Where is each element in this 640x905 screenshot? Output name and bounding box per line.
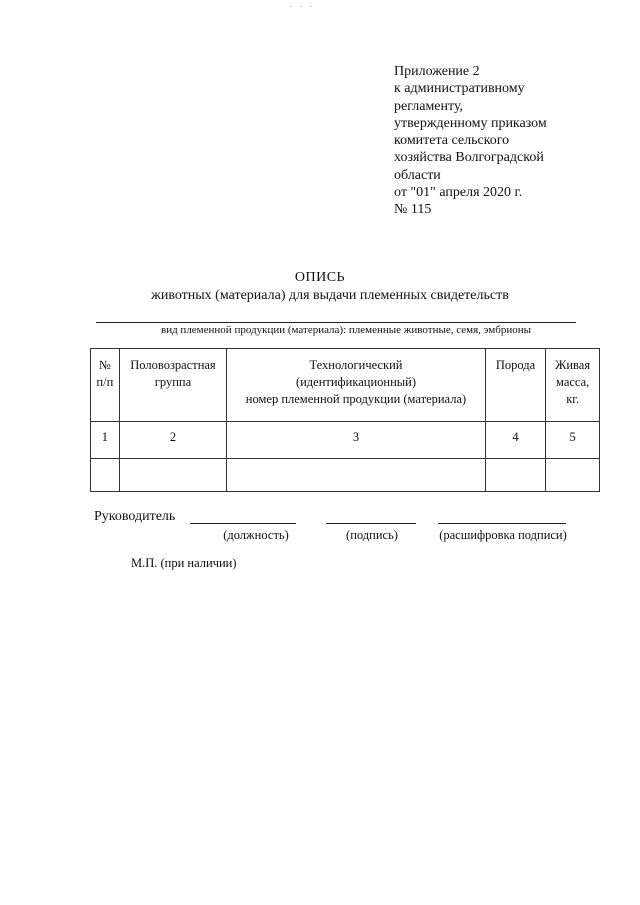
header-marks: . . . — [290, 0, 315, 9]
header-live-weight — [546, 349, 600, 422]
signature-line — [326, 523, 416, 524]
header-number — [91, 349, 120, 422]
table-cell: 4 — [485, 422, 546, 459]
table-cell — [91, 459, 120, 492]
table-cell — [119, 459, 227, 492]
position-caption: (должность) — [223, 528, 289, 542]
product-type-line — [96, 322, 576, 323]
header-text: группа — [154, 375, 192, 389]
document-subtitle: животных (материала) для выдачи племенных свидетельств — [151, 288, 509, 303]
position-line — [190, 523, 296, 524]
table-cell: 2 — [119, 422, 227, 459]
table-cell: 5 — [546, 422, 600, 459]
header-text: (идентификационный) — [295, 375, 417, 389]
header-text: кг. — [566, 392, 580, 406]
header-breed — [485, 349, 546, 422]
table-cell — [485, 459, 546, 492]
appendix-line: к административному — [394, 81, 525, 97]
signature-label: Руководитель — [94, 509, 176, 524]
table-row-numbering — [91, 422, 600, 459]
table-cell: 1 — [91, 422, 120, 459]
document-title: ОПИСЬ — [294, 270, 346, 285]
header-text: Половозрастная — [130, 358, 216, 372]
appendix-line: области — [394, 167, 441, 183]
appendix-line: регламенту, — [394, 98, 464, 114]
header-text: Живая — [555, 358, 591, 372]
inventory-table — [90, 348, 600, 492]
name-line — [438, 523, 566, 524]
header-text: № — [98, 358, 111, 372]
header-text: номер племенной продукции (материала) — [245, 392, 467, 406]
header-text: Порода — [495, 358, 536, 372]
table-cell — [546, 459, 600, 492]
header-age-group — [119, 349, 227, 422]
header-text: масса, — [556, 375, 590, 389]
table-cell: 3 — [227, 422, 485, 459]
stamp-note: М.П. (при наличии) — [131, 556, 237, 570]
name-caption: (расшифровка подписи) — [439, 528, 567, 542]
header-text: Технологический — [309, 358, 403, 372]
appendix-line: хозяйства Волгоградской — [394, 150, 544, 166]
header-identification-number — [227, 349, 485, 422]
appendix-block — [394, 63, 594, 219]
appendix-line: Приложение 2 — [394, 64, 480, 79]
header-text: п/п — [96, 375, 114, 389]
table-row-blank — [91, 459, 600, 492]
table-cell — [227, 459, 485, 492]
appendix-line: от "01" апреля 2020 г. — [394, 185, 523, 201]
appendix-line: утвержденному приказом — [394, 115, 547, 131]
table-header-row — [91, 349, 600, 422]
product-type-caption: вид племенной продукции (материала): племенные животные, семя, эмбрионы — [161, 324, 531, 336]
appendix-line: № 115 — [394, 202, 432, 218]
signature-caption: (подпись) — [346, 528, 398, 542]
appendix-line: комитета сельского — [394, 133, 510, 149]
